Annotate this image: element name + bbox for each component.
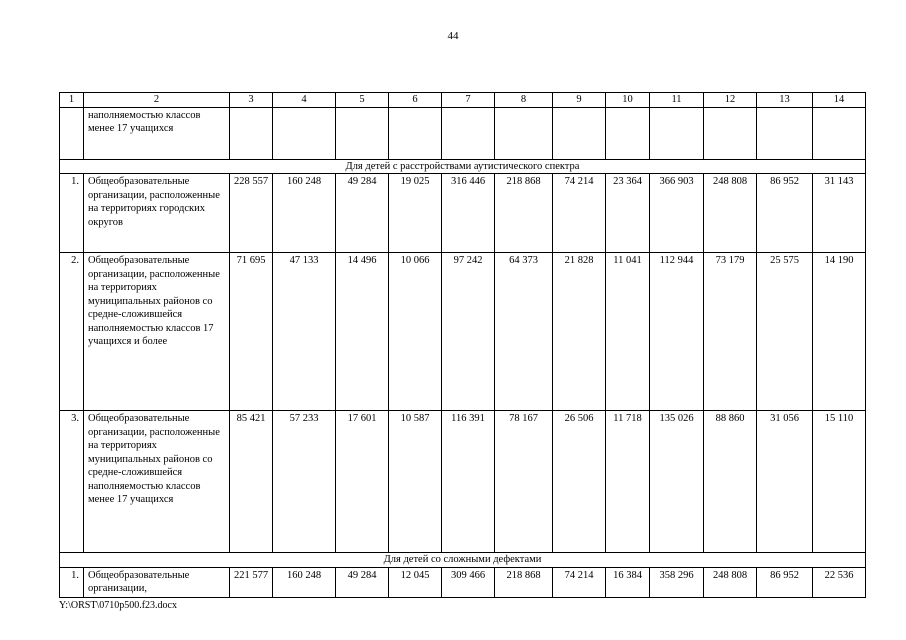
row-index-cell: 1. [60,567,84,597]
table-row [60,253,866,411]
value-cell: 16 384 [606,567,650,597]
header-cell: 5 [336,93,389,108]
table-row [60,567,866,597]
section-title: Для детей со сложными дефектами [60,553,866,568]
header-cell: 8 [495,93,553,108]
value-cell: 74 214 [553,174,606,253]
value-cell: 86 952 [757,174,813,253]
header-cell: 4 [273,93,336,108]
section-title: Для детей с расстройствами аутистического спектра [60,159,866,174]
value-cell: 10 066 [389,253,442,411]
value-cell: 12 045 [389,567,442,597]
value-cell: 221 577 [230,567,273,597]
value-cell: 64 373 [495,253,553,411]
value-cell: 19 025 [389,174,442,253]
value-cell: 14 190 [813,253,866,411]
value-cell: 316 446 [442,174,495,253]
row-index-cell [60,107,84,159]
value-cell: 15 110 [813,411,866,553]
header-cell: 3 [230,93,273,108]
value-cell: 49 284 [336,174,389,253]
row-index-cell: 1. [60,174,84,253]
value-cell: 21 828 [553,253,606,411]
value-cell: 218 868 [495,567,553,597]
row-name-cell: Общеобразовательные организации, расположенные на территориях муниципальных районов со средне-сложившейся наполняемостью классов менее 17 учащихся [84,411,230,553]
value-cell: 248 808 [704,174,757,253]
section-header-row [60,159,866,174]
header-cell: 12 [704,93,757,108]
value-cell: 85 421 [230,411,273,553]
row-index-cell: 2. [60,253,84,411]
value-cell: 31 056 [757,411,813,553]
header-cell: 9 [553,93,606,108]
header-cell: 7 [442,93,495,108]
value-cell: 116 391 [442,411,495,553]
row-name-cell: наполняемостью классов менее 17 учащихся [84,107,230,159]
value-cell: 73 179 [704,253,757,411]
data-table [59,92,866,598]
row-name-cell: Общеобразовательные организации, расположенные на территориях городских округов [84,174,230,253]
table-header-row [60,93,866,108]
value-cell: 31 143 [813,174,866,253]
table-row [60,411,866,553]
page-number: 44 [447,30,459,42]
value-cell: 74 214 [553,567,606,597]
value-cell: 88 860 [704,411,757,553]
value-cell: 14 496 [336,253,389,411]
value-cell: 57 233 [273,411,336,553]
table-row-continuation [60,107,866,159]
value-cell: 366 903 [650,174,704,253]
value-cell: 86 952 [757,567,813,597]
value-cell: 11 718 [606,411,650,553]
value-cell: 11 041 [606,253,650,411]
header-cell: 1 [60,93,84,108]
row-name-cell: Общеобразовательные организации, [84,567,230,597]
value-cell: 26 506 [553,411,606,553]
value-cell: 23 364 [606,174,650,253]
table-row [60,174,866,253]
header-cell: 14 [813,93,866,108]
value-cell: 248 808 [704,567,757,597]
value-cell: 358 296 [650,567,704,597]
value-cell: 10 587 [389,411,442,553]
value-cell: 135 026 [650,411,704,553]
value-cell: 49 284 [336,567,389,597]
header-cell: 6 [389,93,442,108]
value-cell: 71 695 [230,253,273,411]
value-cell: 78 167 [495,411,553,553]
document-path: Y:\ORST\0710p500.f23.docx [59,600,177,611]
value-cell: 25 575 [757,253,813,411]
value-cell: 22 536 [813,567,866,597]
header-cell: 10 [606,93,650,108]
header-cell: 13 [757,93,813,108]
value-cell: 228 557 [230,174,273,253]
value-cell: 112 944 [650,253,704,411]
header-cell: 11 [650,93,704,108]
header-cell: 2 [84,93,230,108]
value-cell: 17 601 [336,411,389,553]
value-cell: 160 248 [273,567,336,597]
value-cell: 309 466 [442,567,495,597]
row-index-cell: 3. [60,411,84,553]
value-cell: 218 868 [495,174,553,253]
value-cell: 47 133 [273,253,336,411]
value-cell: 160 248 [273,174,336,253]
row-name-cell: Общеобразовательные организации, расположенные на территориях муниципальных районов со средне-сложившейся наполняемостью классов 17 учащихся и более [84,253,230,411]
value-cell: 97 242 [442,253,495,411]
section-header-row [60,553,866,568]
